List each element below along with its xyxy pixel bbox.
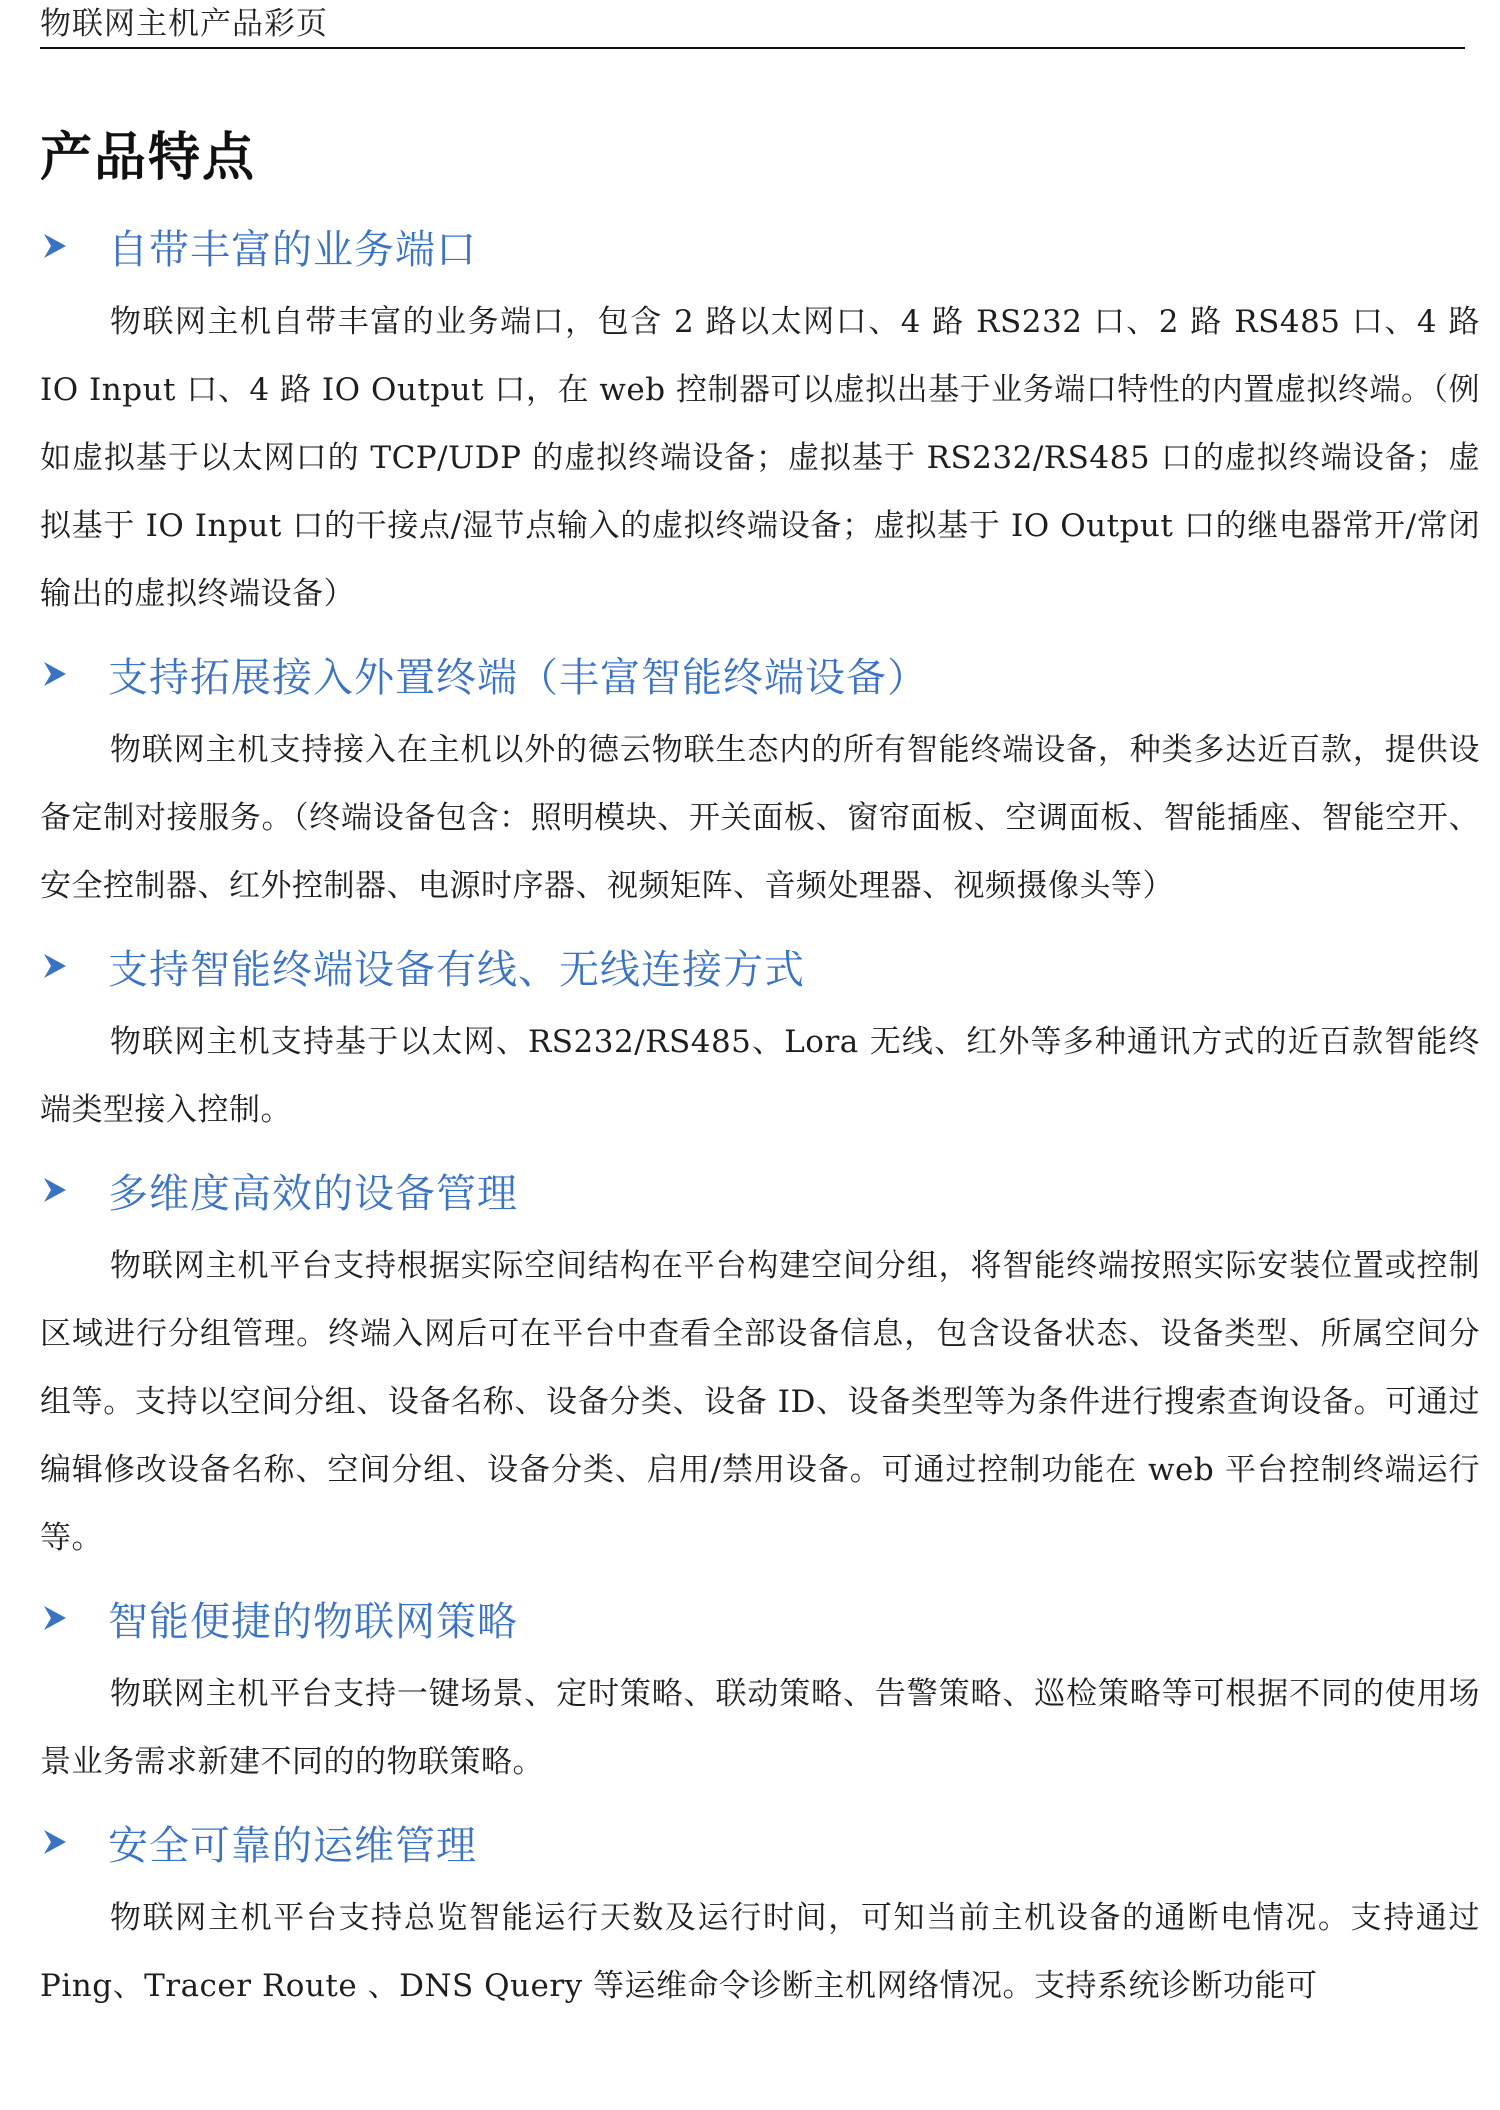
section-heading [40, 1800, 1480, 1884]
arrow-bullet-icon [40, 660, 108, 688]
section-external-terminals [40, 632, 1480, 920]
section-heading [40, 204, 1480, 288]
section-heading-text: 多维度高效的设备管理 [108, 1170, 518, 1217]
section-connection-modes [40, 924, 1480, 1144]
section-heading [40, 632, 1480, 716]
section-heading-text: 自带丰富的业务端口 [108, 226, 477, 273]
section-iot-strategy [40, 1576, 1480, 1796]
section-paragraph: 物联网主机平台支持总览智能运行天数及运行时间，可知当前主机设备的通断电情况。支持通过 Ping、Tracer Route 、DNS Query 等运维命令诊断主机网络情况。支持系统诊断功能可 [40, 1900, 1480, 2004]
arrow-bullet-icon [40, 952, 108, 980]
header-rule [40, 47, 1465, 49]
section-heading [40, 1148, 1480, 1232]
arrow-bullet-icon [40, 1604, 108, 1632]
arrow-bullet-icon [40, 1828, 108, 1856]
section-heading-text: 安全可靠的运维管理 [108, 1822, 477, 1869]
section-ops-management [40, 1800, 1480, 2020]
arrow-bullet-icon [40, 232, 108, 260]
section-heading-text: 智能便捷的物联网策略 [108, 1598, 518, 1645]
section-heading [40, 924, 1480, 1008]
section-paragraph: 物联网主机平台支持一键场景、定时策略、联动策略、告警策略、巡检策略等可根据不同的使用场景业务需求新建不同的的物联策略。 [40, 1676, 1480, 1780]
section-heading-text: 支持智能终端设备有线、无线连接方式 [108, 946, 805, 993]
section-heading [40, 1576, 1480, 1660]
section-device-management [40, 1148, 1480, 1572]
section-paragraph: 物联网主机平台支持根据实际空间结构在平台构建空间分组，将智能终端按照实际安装位置或控制区域进行分组管理。终端入网后可在平台中查看全部设备信息，包含设备状态、设备类型、所属空间分组等。支持以空间分组、设备名称、设备分类、设备 ID、设备类型等为条件进行搜索查询设备。可通过编辑修改设备名称、空间分组、设备分类、启用/禁用设备。可通过控制功能在 web 平台控制终端运行等。 [40, 1248, 1480, 1556]
section-paragraph: 物联网主机支持接入在主机以外的德云物联生态内的所有智能终端设备，种类多达近百款，提供设备定制对接服务。（终端设备包含：照明模块、开关面板、窗帘面板、空调面板、智能插座、智能空开、安全控制器、红外控制器、电源时序器、视频矩阵、音频处理器、视频摄像头等） [40, 732, 1480, 904]
running-header: 物联网主机产品彩页 [40, 6, 328, 42]
doc-title: 产品特点 [40, 127, 257, 188]
section-business-ports [40, 204, 1480, 628]
section-heading-text: 支持拓展接入外置终端（丰富智能终端设备） [108, 654, 928, 701]
arrow-bullet-icon [40, 1176, 108, 1204]
content [40, 118, 1480, 2020]
section-paragraph: 物联网主机自带丰富的业务端口，包含 2 路以太网口、4 路 RS232 口、2 路 RS485 口、4 路 IO Input 口、4 路 IO Output 口，在 web 控制器可以虚拟出基于业务端口特性的内置虚拟终端。（例如虚拟基于以太网口的 TCP/UDP 的虚拟终端设备；虚拟基于 RS232/RS485 口的虚拟终端设备；虚拟基于 IO Input 口的干接点/湿节点输入的虚拟终端设备；虚拟基于 IO Output 口的继电器常开/常闭输出的虚拟终端设备） [40, 304, 1480, 612]
section-paragraph: 物联网主机支持基于以太网、RS232/RS485、Lora 无线、红外等多种通讯方式的近百款智能终端类型接入控制。 [40, 1024, 1480, 1128]
